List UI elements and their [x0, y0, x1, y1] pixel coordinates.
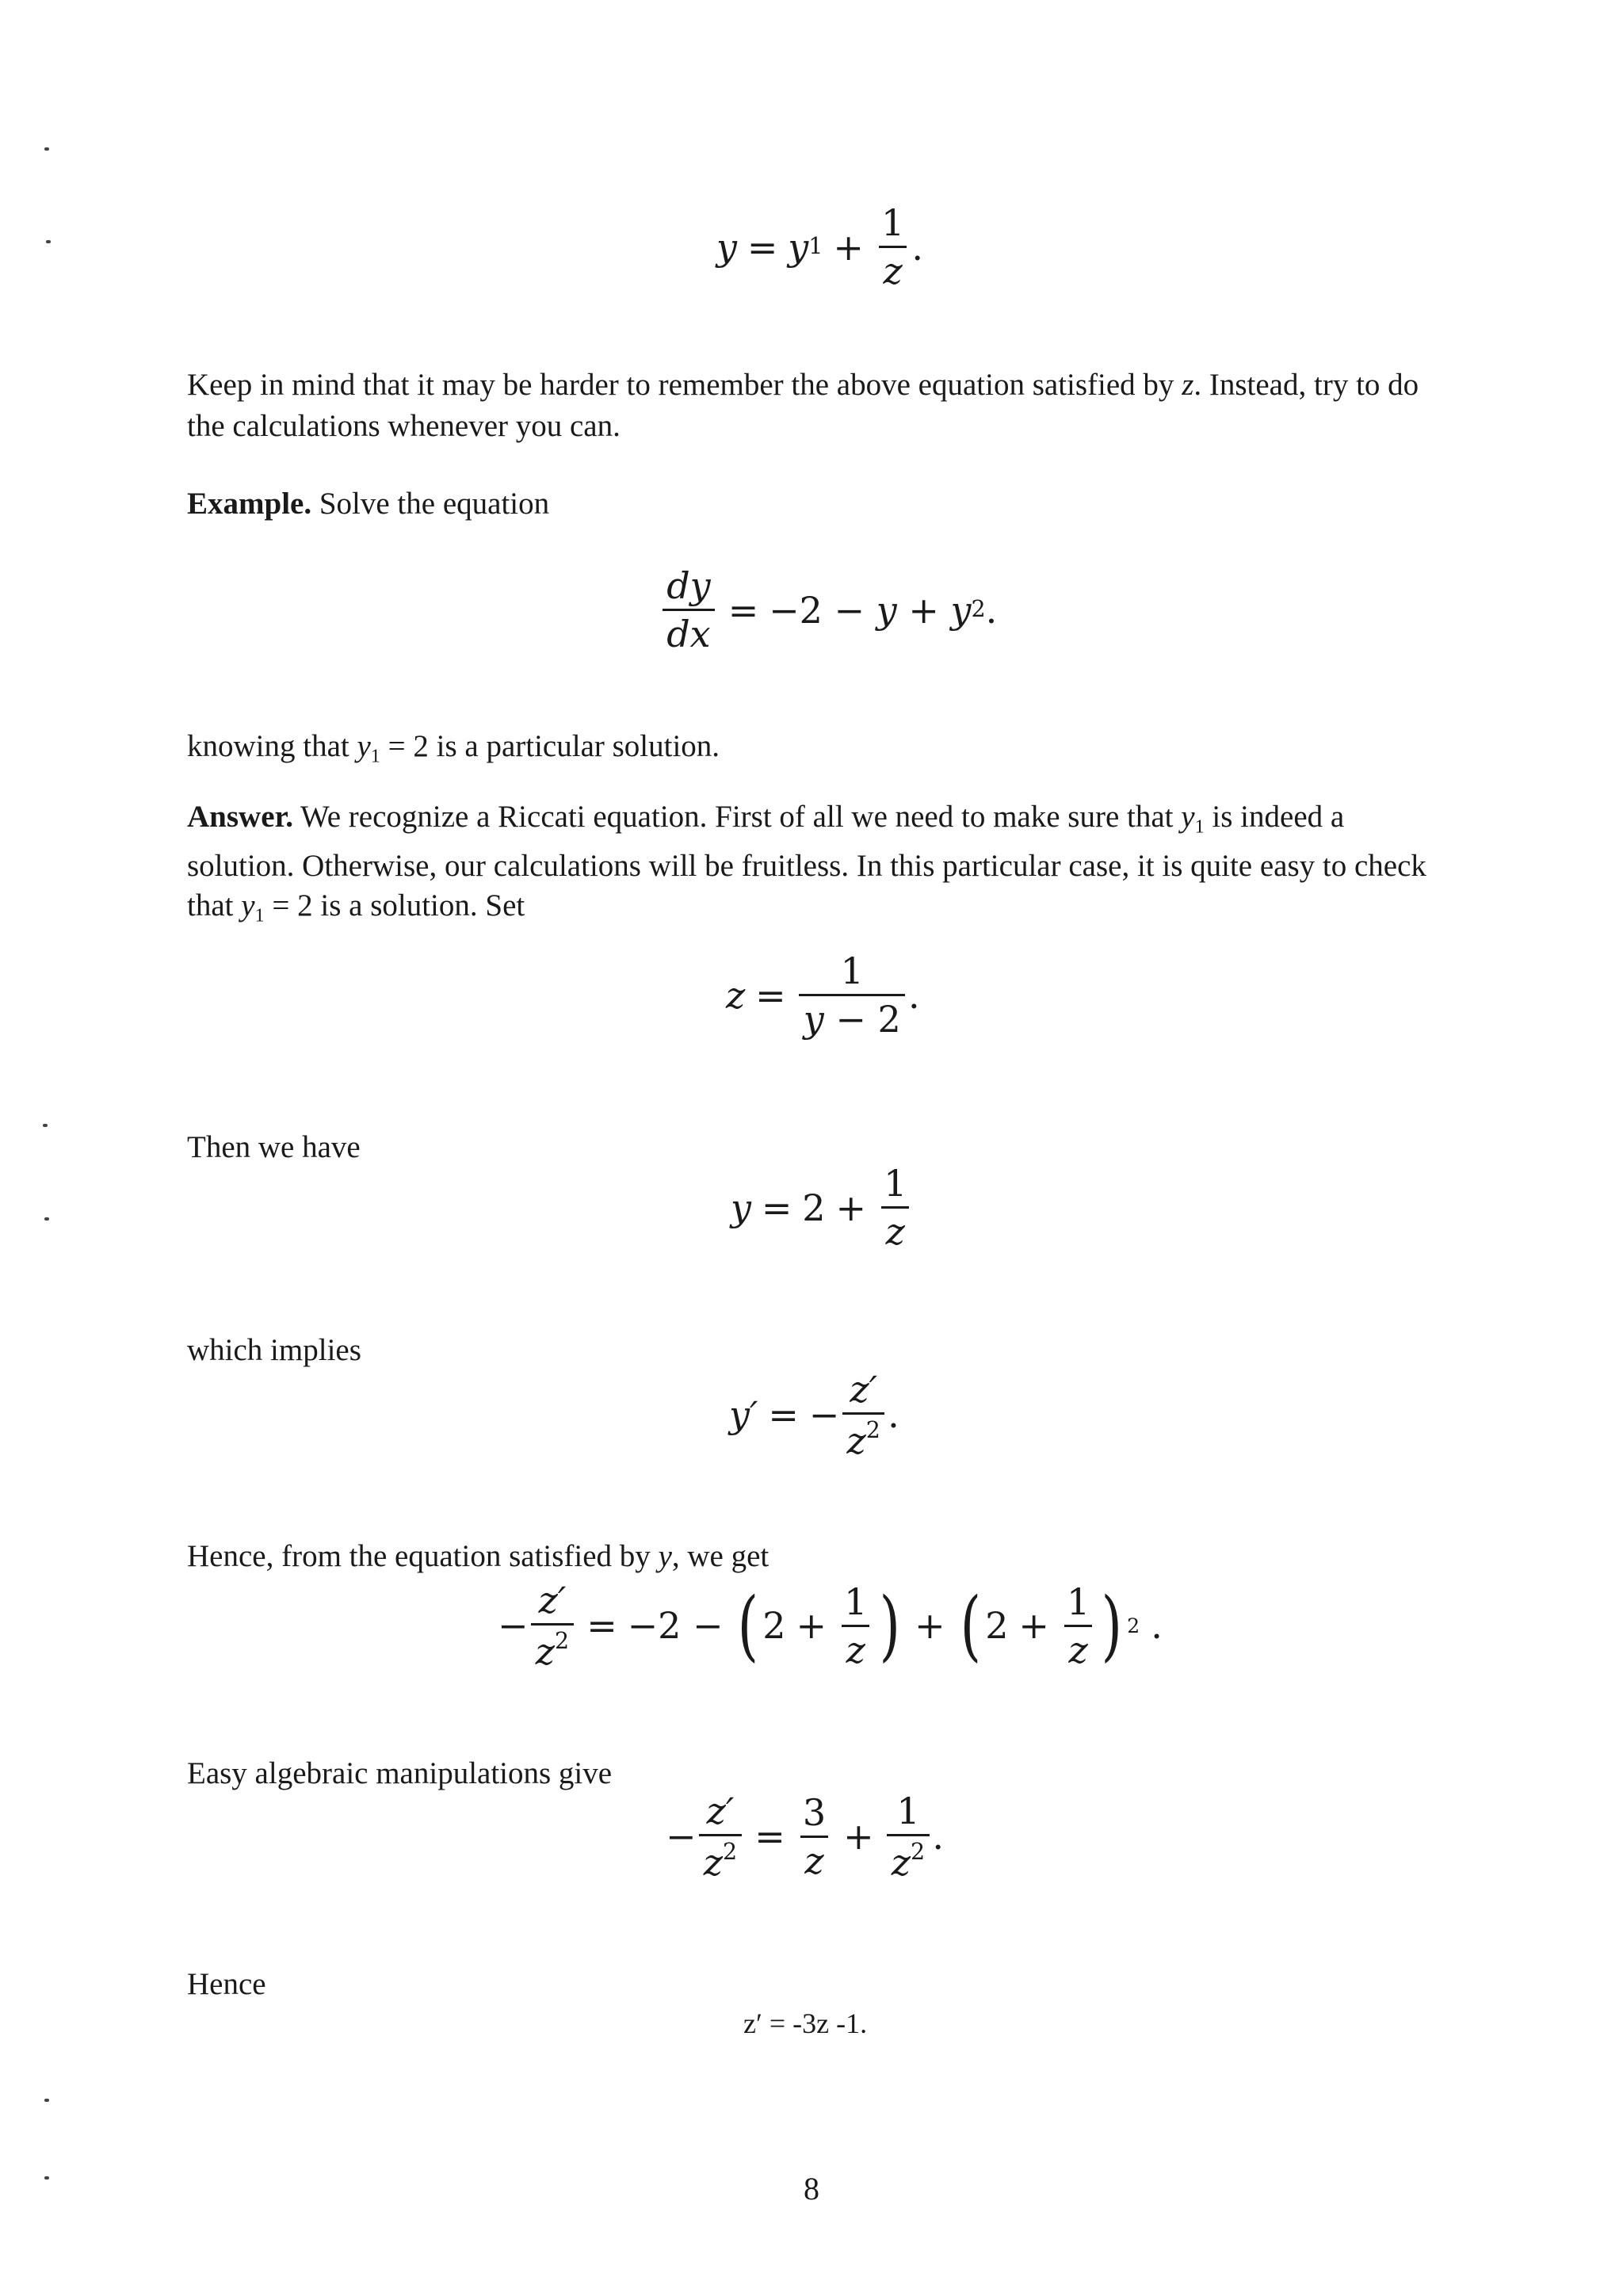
- eq6-fraction-2: [1062, 1580, 1094, 1671]
- eq2-var-y: y: [876, 588, 897, 632]
- para2-text-b: = 2 is a particular solution.: [380, 729, 720, 763]
- eq2-var-y2: y: [950, 588, 972, 632]
- eq7-numerator-2: 3: [802, 1790, 827, 1834]
- eq6-two-2: 2: [985, 1604, 1009, 1648]
- paragraph-particular-solution: [187, 726, 1439, 777]
- eq7-den3-exponent: 2: [911, 1839, 926, 1865]
- eq6-numerator: z′: [538, 1579, 567, 1622]
- para2-text-a: knowing that: [187, 729, 357, 763]
- eq7-lhs-fraction: [699, 1790, 741, 1884]
- paragraph-answer: [187, 797, 1439, 936]
- answer-var-y: y: [1181, 800, 1195, 834]
- example-label: Example.: [187, 487, 312, 521]
- equation-linear: z′ = -3z -1.: [743, 2008, 868, 2039]
- eq7-den3-var: z: [891, 1840, 911, 1884]
- paragraph-example: [187, 483, 1439, 525]
- eq6-exponent: 2: [1127, 1614, 1140, 1637]
- eq2-plus: +: [896, 588, 951, 632]
- eq3-fraction: [799, 949, 905, 1041]
- scan-speck: [44, 147, 49, 151]
- equation-y-in-z: [731, 1162, 915, 1253]
- implies-text: which implies: [187, 1333, 361, 1367]
- eq3-equals: =: [755, 973, 786, 1017]
- answer-subscript: 1: [1194, 816, 1205, 838]
- eq1-lhs: y: [716, 225, 737, 269]
- paragraph-then: [187, 1127, 1439, 1168]
- eq6-left-paren-2: (: [960, 1580, 981, 1671]
- eq7-denominator-2: z: [800, 1836, 828, 1879]
- para1-var-z: z: [1182, 368, 1194, 402]
- eq5-equals: =: [768, 1393, 799, 1437]
- eq5-denominator: [842, 1412, 884, 1462]
- eq2-rhs-a: −2 −: [769, 588, 876, 632]
- eq2-equals: =: [727, 588, 759, 632]
- paragraph-hence: [187, 1964, 1439, 2005]
- scan-speck: [43, 1124, 48, 1127]
- eq6-fraction-1: [840, 1580, 872, 1671]
- equation-substituted: [498, 1579, 1163, 1673]
- para2-subscript: 1: [370, 745, 380, 767]
- eq6-minus: −: [498, 1604, 529, 1648]
- eq6-denominator: [531, 1623, 573, 1673]
- eq1-numerator: 1: [880, 201, 905, 244]
- eq7-denominator-3: [887, 1834, 929, 1884]
- eq1-period: .: [911, 225, 924, 269]
- answer-text-a: We recognize a Riccati equation. First of all we need to make sure that: [293, 800, 1182, 834]
- eq5-lhs: y′: [729, 1393, 758, 1437]
- eq5-period: .: [888, 1393, 899, 1437]
- eq4-plus: +: [835, 1186, 866, 1229]
- equation-riccati: [659, 564, 998, 655]
- eq7-numerator-3: 1: [896, 1790, 920, 1832]
- eq7-fraction-2: [798, 1790, 830, 1882]
- paragraph-easy: [187, 1753, 1439, 1794]
- eq2-fraction: [663, 564, 715, 655]
- eq7-period: .: [932, 1815, 944, 1859]
- answer-text-b: is indeed a solution. Otherwise, our calculations will be fruitless. In this particular case, it is quite easy to check that: [187, 800, 1426, 923]
- eq4-fraction: [880, 1162, 911, 1253]
- eq7-fraction-3: [887, 1790, 929, 1884]
- eq6-equals: =: [586, 1604, 617, 1648]
- eq1-fraction: [876, 201, 908, 292]
- then-text: Then we have: [187, 1130, 361, 1164]
- answer-var-y2: y: [241, 888, 255, 923]
- eq5-numerator: z′: [850, 1368, 878, 1411]
- eq6-right-paren-2: ): [1102, 1580, 1123, 1671]
- eq4-lhs: y: [731, 1186, 751, 1229]
- eq6-lhs-fraction: [531, 1579, 573, 1673]
- eq6-den-exponent: 2: [554, 1628, 570, 1654]
- eq6-numerator-2: 1: [1066, 1580, 1090, 1623]
- eq1-y1: y: [788, 225, 809, 269]
- answer-label: Answer.: [187, 800, 293, 834]
- equation-simplified: [666, 1790, 944, 1884]
- scan-speck: [44, 2099, 49, 2102]
- eq2-denominator: dx: [663, 609, 715, 652]
- easy-text: Easy algebraic manipulations give: [187, 1756, 613, 1790]
- equation-substitution: [716, 201, 924, 292]
- eq3-period: .: [907, 973, 920, 1017]
- paragraph-implies: [187, 1330, 1439, 1371]
- eq6-period: .: [1151, 1604, 1163, 1648]
- eq1-equals: =: [747, 225, 778, 269]
- scan-speck: [44, 1217, 49, 1221]
- eq7-minus: −: [666, 1815, 697, 1859]
- hence1-text-b: , we get: [671, 1539, 769, 1573]
- paragraph-reminder: [187, 365, 1439, 447]
- eq5-den-var: z: [846, 1419, 866, 1462]
- eq6-left-paren-1: (: [737, 1580, 758, 1671]
- eq7-den-var: z: [703, 1840, 723, 1884]
- para1-text-b: . Instead, try to do the calculations whenever you can.: [187, 368, 1419, 443]
- eq2-numerator: dy: [666, 564, 711, 607]
- eq7-equals: =: [754, 1815, 785, 1859]
- eq6-rhs-a: −2 −: [627, 1604, 724, 1648]
- para2-var-y: y: [357, 729, 371, 763]
- eq7-numerator: z′: [706, 1790, 735, 1832]
- eq5-den-exponent: 2: [865, 1417, 880, 1443]
- eq4-denominator: z: [881, 1206, 909, 1250]
- answer-text-c: = 2 is a solution. Set: [264, 888, 525, 923]
- equation-y-prime: [729, 1368, 899, 1462]
- para1-text-a: Keep in mind that it may be harder to remember the above equation satisfied by: [187, 368, 1182, 402]
- eq7-denominator: [699, 1834, 741, 1884]
- eq6-plus-1: +: [796, 1604, 827, 1648]
- eq5-fraction: [842, 1368, 884, 1462]
- answer-subscript-2: 1: [254, 904, 265, 926]
- eq4-numerator: 1: [884, 1162, 907, 1205]
- hence1-var-y: y: [658, 1539, 672, 1573]
- eq7-plus: +: [843, 1815, 874, 1859]
- scan-speck: [46, 240, 51, 243]
- eq6-numerator-1: 1: [844, 1580, 868, 1623]
- eq3-den-minus-two: − 2: [823, 998, 901, 1041]
- eq6-right-paren-1: ): [879, 1580, 900, 1671]
- equation-z-definition: [726, 949, 920, 1041]
- eq2-exponent: 2: [971, 596, 986, 623]
- eq6-plus-mid: +: [915, 1604, 945, 1648]
- eq1-plus: +: [833, 225, 864, 269]
- eq3-numerator: 1: [840, 949, 864, 992]
- hence2-text: Hence: [187, 1967, 266, 2001]
- eq4-two: 2: [802, 1186, 826, 1229]
- eq5-minus: −: [808, 1393, 840, 1437]
- eq3-denominator: [799, 994, 905, 1041]
- eq4-equals: =: [761, 1186, 792, 1229]
- eq2-period: .: [985, 588, 998, 632]
- eq3-den-var-y: y: [803, 998, 824, 1041]
- eq6-two-1: 2: [762, 1604, 786, 1648]
- eq6-denominator-1: z: [842, 1625, 869, 1668]
- eq6-plus-2: +: [1018, 1604, 1049, 1648]
- hence1-text-a: Hence, from the equation satisfied by: [187, 1539, 659, 1573]
- paragraph-hence-from: [187, 1536, 1439, 1577]
- eq6-den-var: z: [535, 1629, 555, 1673]
- eq3-lhs: z: [726, 973, 746, 1017]
- page-number: 8: [804, 2171, 819, 2206]
- example-text: Solve the equation: [311, 487, 550, 521]
- eq6-denominator-2: z: [1064, 1625, 1092, 1668]
- eq1-y1-subscript: 1: [808, 233, 823, 260]
- eq1-denominator: z: [879, 246, 907, 289]
- eq7-den-exponent: 2: [722, 1839, 738, 1865]
